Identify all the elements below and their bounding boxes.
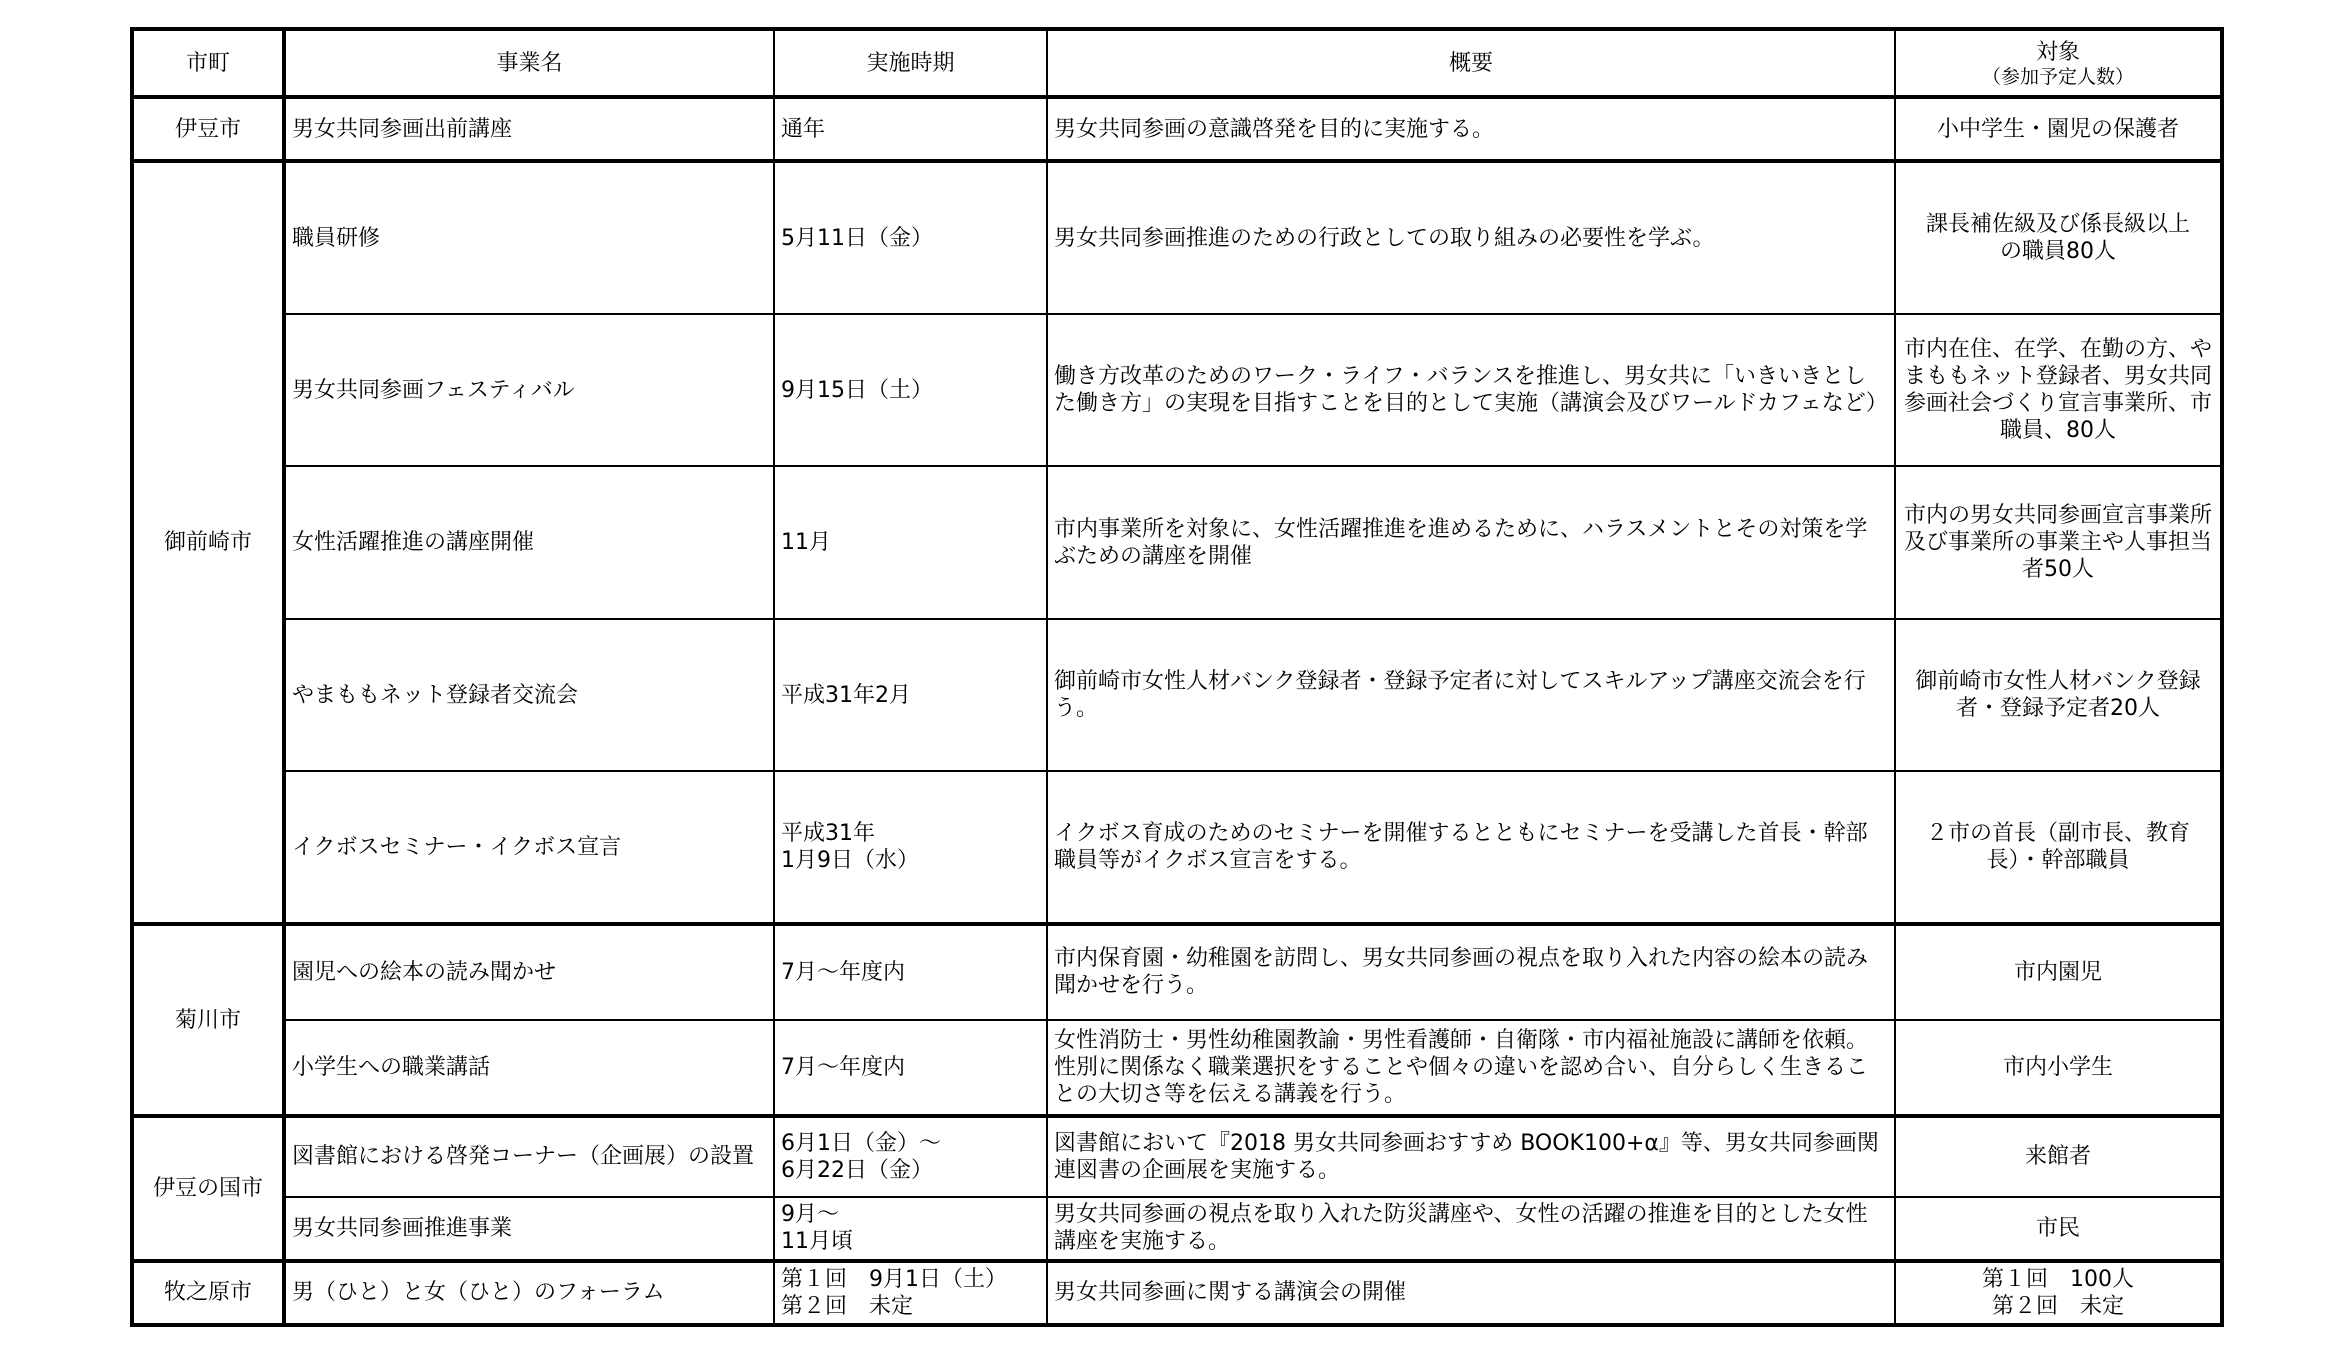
summary-cell: 男女共同参画に関する講演会の開催: [1047, 1261, 1895, 1325]
project-cell: 男女共同参画出前講座: [284, 97, 774, 161]
summary-cell: 図書館において『2018 男女共同参画おすすめ BOOK100+α』等、男女共同参画関連図書の企画展を実施する。: [1047, 1116, 1895, 1196]
period-cell: 9月15日（土）: [774, 314, 1047, 466]
summary-cell: 働き方改革のためのワーク・ライフ・バランスを推進し、男女共に「いきいきとした働き方」の実現を目指すことを目的として実施（講演会及びワールドカフェなど）: [1047, 314, 1895, 466]
header-period: 実施時期: [774, 29, 1047, 97]
municipality-cell: 伊豆の国市: [132, 1116, 284, 1260]
target-cell: ２市の首長（副市長、教育長）・幹部職員: [1895, 771, 2222, 923]
table-row: [132, 619, 2222, 771]
summary-cell: 市内事業所を対象に、女性活躍推進を進めるために、ハラスメントとその対策を学ぶための講座を開催: [1047, 466, 1895, 618]
period-cell: 6月1日（金）～ 6月22日（金）: [774, 1116, 1047, 1196]
header-target-sub: （参加予定人数）: [1981, 65, 2134, 88]
table-row: [132, 1020, 2222, 1116]
period-cell: 9月～ 11月頃: [774, 1197, 1047, 1261]
target-cell: 来館者: [1895, 1116, 2222, 1196]
period-cell: 11月: [774, 466, 1047, 618]
table-row: [132, 1261, 2222, 1325]
target-cell: 市内園児: [1895, 924, 2222, 1020]
municipality-cell: 牧之原市: [132, 1261, 284, 1325]
summary-cell: 男女共同参画推進のための行政としての取り組みの必要性を学ぶ。: [1047, 161, 1895, 313]
project-cell: 小学生への職業講話: [284, 1020, 774, 1116]
header-municipality: 市町: [132, 29, 284, 97]
target-cell: 市内在住、在学、在勤の方、やまももネット登録者、男女共同参画社会づくり宣言事業所、市職員、80人: [1895, 314, 2222, 466]
table-row: [132, 924, 2222, 1020]
period-cell: 7月～年度内: [774, 1020, 1047, 1116]
project-cell: やまももネット登録者交流会: [284, 619, 774, 771]
summary-cell: 市内保育園・幼稚園を訪問し、男女共同参画の視点を取り入れた内容の絵本の読み聞かせを行う。: [1047, 924, 1895, 1020]
period-cell: 第１回 9月1日（土） 第２回 未定: [774, 1261, 1047, 1325]
target-cell: 市内小学生: [1895, 1020, 2222, 1116]
table-row: [132, 771, 2222, 923]
municipality-cell: 伊豆市: [132, 97, 284, 161]
table-row: [132, 314, 2222, 466]
period-cell: 7月～年度内: [774, 924, 1047, 1020]
table-row: [132, 1197, 2222, 1261]
project-cell: 園児への絵本の読み聞かせ: [284, 924, 774, 1020]
period-cell: 通年: [774, 97, 1047, 161]
municipality-cell: 菊川市: [132, 924, 284, 1117]
header-target: [1895, 29, 2222, 97]
summary-cell: 御前崎市女性人材バンク登録者・登録予定者に対してスキルアップ講座交流会を行う。: [1047, 619, 1895, 771]
header-row: [132, 29, 2222, 97]
summary-cell: 男女共同参画の視点を取り入れた防災講座や、女性の活躍の推進を目的とした女性講座を実施する。: [1047, 1197, 1895, 1261]
project-cell: 女性活躍推進の講座開催: [284, 466, 774, 618]
project-cell: 図書館における啓発コーナー（企画展）の設置: [284, 1116, 774, 1196]
target-cell: 課長補佐級及び係長級以上 の職員80人: [1895, 161, 2222, 313]
period-cell: 平成31年 1月9日（水）: [774, 771, 1047, 923]
header-project: 事業名: [284, 29, 774, 97]
target-cell: 市民: [1895, 1197, 2222, 1261]
target-cell: 小中学生・園児の保護者: [1895, 97, 2222, 161]
target-cell: 御前崎市女性人材バンク登録者・登録予定者20人: [1895, 619, 2222, 771]
table-row: [132, 161, 2222, 313]
summary-cell: 女性消防士・男性幼稚園教諭・男性看護師・自衛隊・市内福祉施設に講師を依頼。性別に関係なく職業選択をすることや個々の違いを認め合い、自分らしく生きることの大切さ等を伝える講義を行う。: [1047, 1020, 1895, 1116]
project-cell: イクボスセミナー・イクボス宣言: [284, 771, 774, 923]
table-row: [132, 1116, 2222, 1196]
municipality-cell: 御前崎市: [132, 161, 284, 923]
period-cell: 平成31年2月: [774, 619, 1047, 771]
target-cell: 市内の男女共同参画宣言事業所及び事業所の事業主や人事担当者50人: [1895, 466, 2222, 618]
target-cell: 第１回 100人 第２回 未定: [1895, 1261, 2222, 1325]
project-cell: 男（ひと）と女（ひと）のフォーラム: [284, 1261, 774, 1325]
project-cell: 職員研修: [284, 161, 774, 313]
table-row: [132, 97, 2222, 161]
project-cell: 男女共同参画フェスティバル: [284, 314, 774, 466]
project-cell: 男女共同参画推進事業: [284, 1197, 774, 1261]
table-row: [132, 466, 2222, 618]
header-summary: 概要: [1047, 29, 1895, 97]
header-target-label: 対象: [2035, 39, 2080, 65]
period-cell: 5月11日（金）: [774, 161, 1047, 313]
summary-cell: イクボス育成のためのセミナーを開催するとともにセミナーを受講した首長・幹部職員等がイクボス宣言をする。: [1047, 771, 1895, 923]
summary-cell: 男女共同参画の意識啓発を目的に実施する。: [1047, 97, 1895, 161]
events-table: [130, 27, 2224, 1327]
